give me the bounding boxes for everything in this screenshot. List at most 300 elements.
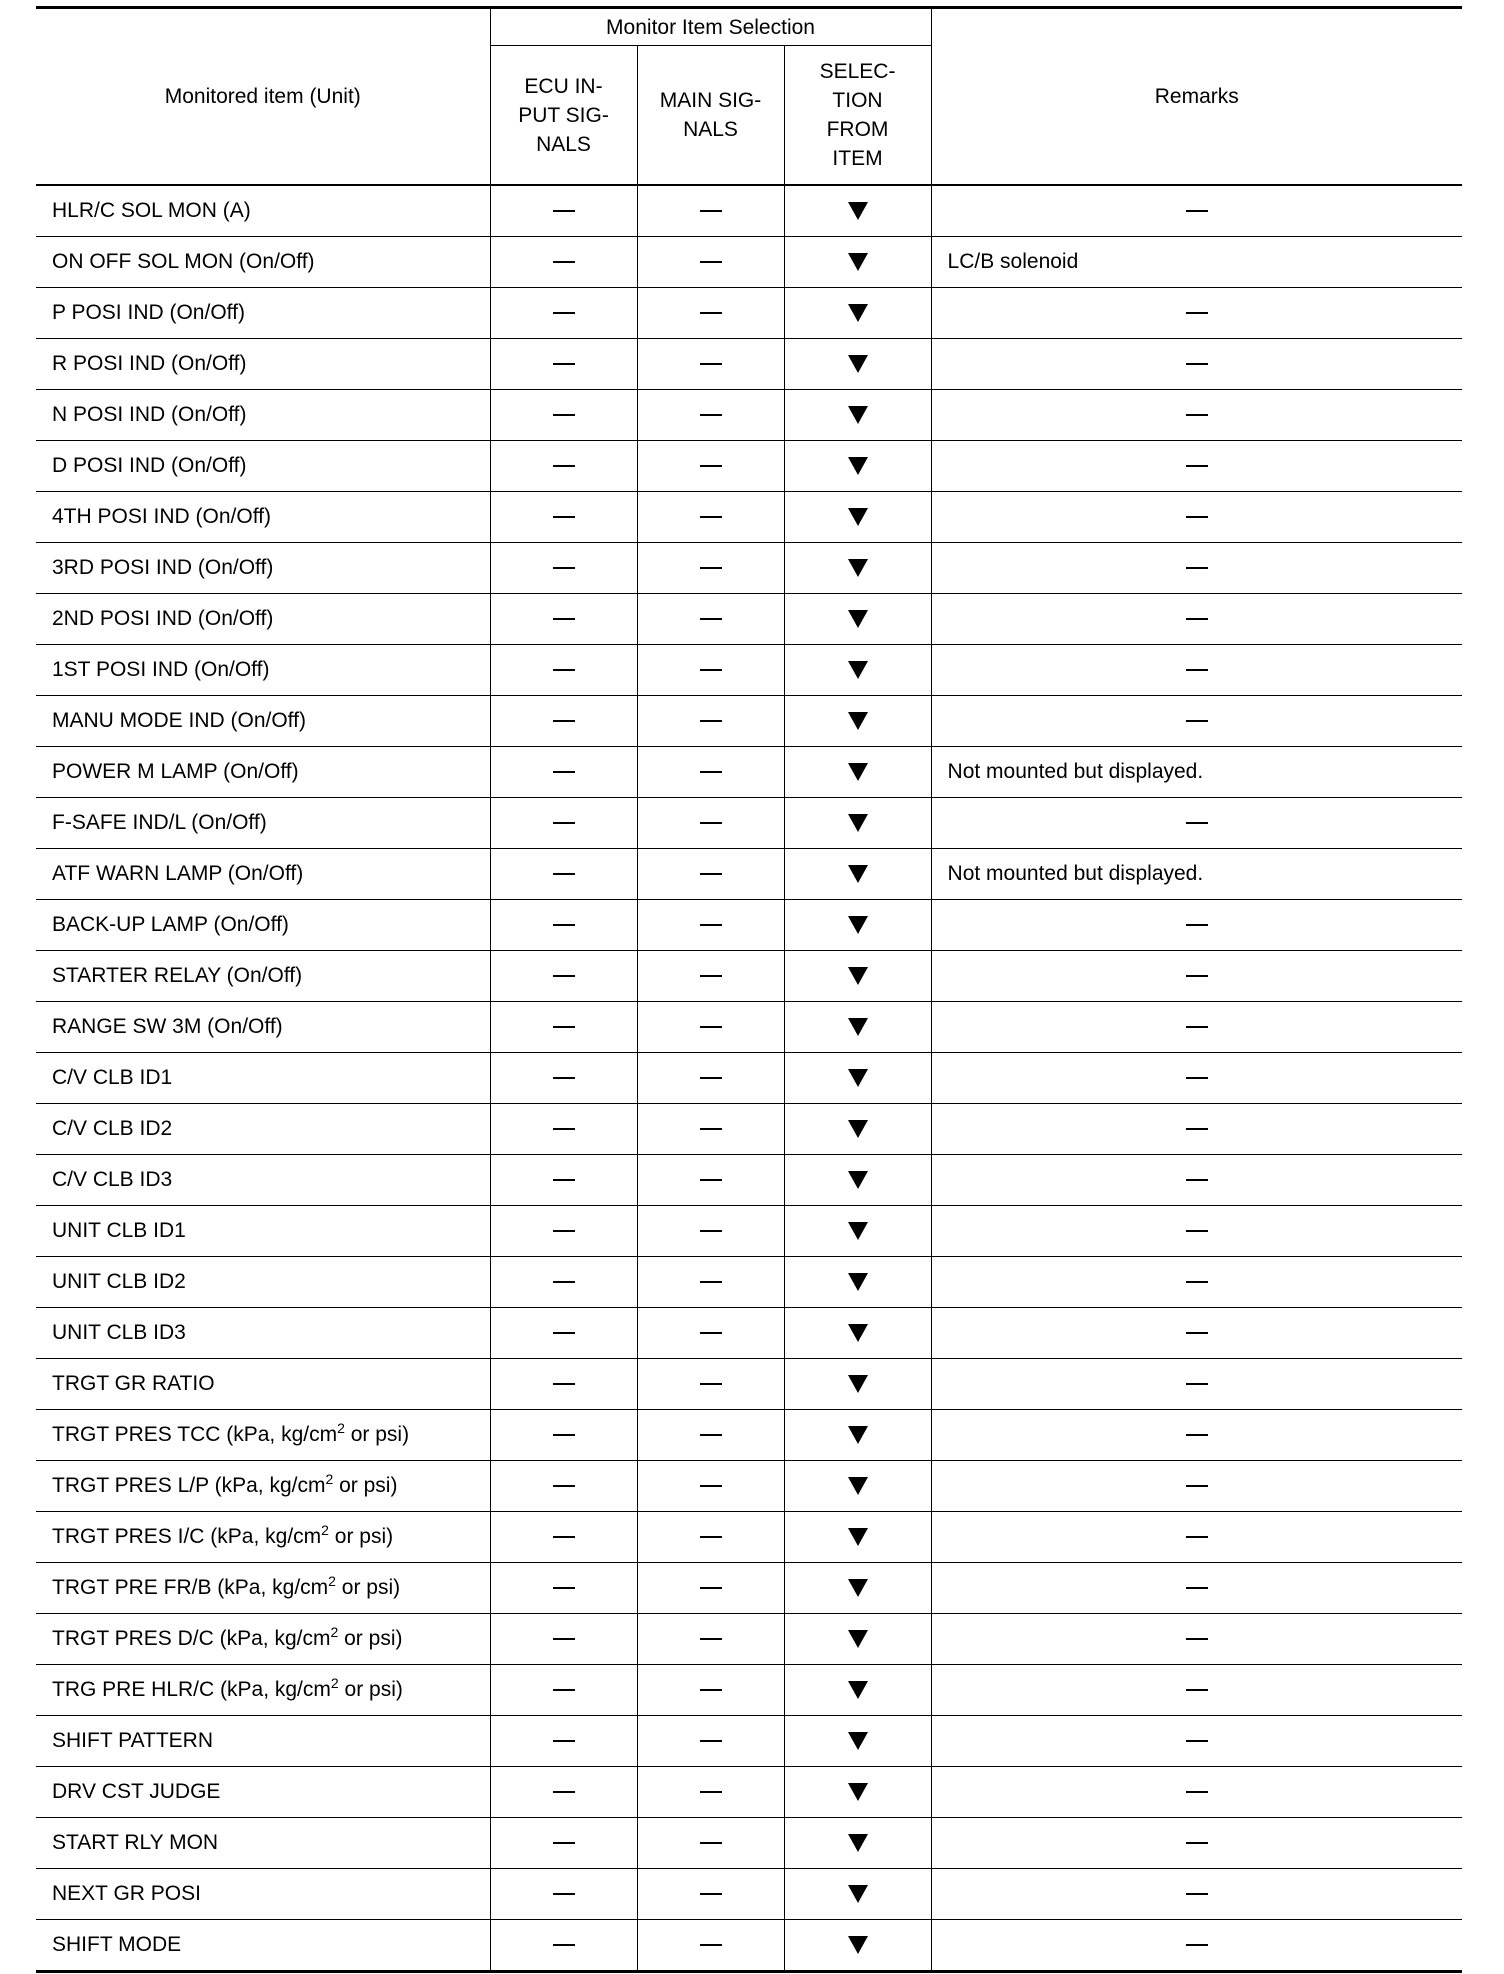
dash-icon	[1186, 1434, 1208, 1436]
ecu-input-cell	[490, 1767, 637, 1818]
dash-icon	[700, 1842, 722, 1844]
selection-cell	[784, 1410, 931, 1461]
dash-icon	[700, 1179, 722, 1181]
dash-icon	[700, 771, 722, 773]
dash-icon	[700, 1077, 722, 1079]
selection-cell	[784, 1869, 931, 1920]
table-row	[36, 1104, 1462, 1155]
selected-triangle-icon	[848, 712, 868, 730]
selected-triangle-icon	[848, 1936, 868, 1954]
ecu-input-cell	[490, 441, 637, 492]
dash-icon	[1186, 1587, 1208, 1589]
selected-triangle-icon	[848, 406, 868, 424]
dash-icon	[1186, 1791, 1208, 1793]
remarks-cell	[931, 900, 1462, 951]
dash-icon	[1186, 720, 1208, 722]
ecu-input-cell	[490, 1359, 637, 1410]
table-row	[36, 1002, 1462, 1053]
monitored-item-cell: 3RD POSI IND (On/Off)	[36, 543, 490, 594]
remarks-cell	[931, 1512, 1462, 1563]
selected-triangle-icon	[848, 457, 868, 475]
ecu-input-cell	[490, 339, 637, 390]
dash-icon	[553, 363, 575, 365]
dash-icon	[700, 465, 722, 467]
dash-icon	[1186, 1740, 1208, 1742]
ecu-input-cell	[490, 390, 637, 441]
table-row	[36, 1308, 1462, 1359]
dash-icon	[700, 363, 722, 365]
selected-triangle-icon	[848, 253, 868, 271]
table-row	[36, 1206, 1462, 1257]
selection-cell	[784, 441, 931, 492]
dash-icon	[553, 720, 575, 722]
selection-cell	[784, 1359, 931, 1410]
remarks-cell	[931, 1767, 1462, 1818]
main-signals-cell	[637, 1716, 784, 1767]
dash-icon	[1186, 414, 1208, 416]
table-row	[36, 1767, 1462, 1818]
ecu-input-cell	[490, 1155, 637, 1206]
selection-cell	[784, 237, 931, 288]
header-monitor-item-selection: Monitor Item Selection	[490, 8, 931, 46]
dash-icon	[700, 1689, 722, 1691]
selection-cell	[784, 1512, 931, 1563]
selected-triangle-icon	[848, 1732, 868, 1750]
remarks-cell	[931, 645, 1462, 696]
main-signals-cell	[637, 1053, 784, 1104]
selected-triangle-icon	[848, 1579, 868, 1597]
dash-icon	[553, 771, 575, 773]
remarks-cell	[931, 1410, 1462, 1461]
selection-cell	[784, 645, 931, 696]
remarks-cell	[931, 1053, 1462, 1104]
dash-icon	[553, 1281, 575, 1283]
dash-icon	[1186, 1689, 1208, 1691]
selected-triangle-icon	[848, 202, 868, 220]
ecu-input-cell	[490, 1461, 637, 1512]
dash-icon	[1186, 1332, 1208, 1334]
main-signals-cell	[637, 900, 784, 951]
monitored-item-cell: ATF WARN LAMP (On/Off)	[36, 849, 490, 900]
dash-icon	[1186, 1383, 1208, 1385]
dash-icon	[700, 312, 722, 314]
remarks-cell	[931, 1869, 1462, 1920]
dash-icon	[700, 567, 722, 569]
selected-triangle-icon	[848, 916, 868, 934]
dash-icon	[700, 1740, 722, 1742]
monitored-item-cell: UNIT CLB ID1	[36, 1206, 490, 1257]
ecu-input-cell	[490, 1920, 637, 1972]
dash-icon	[700, 414, 722, 416]
main-signals-cell	[637, 798, 784, 849]
dash-icon	[553, 516, 575, 518]
table-row	[36, 900, 1462, 951]
dash-icon	[553, 1077, 575, 1079]
remarks-cell	[931, 798, 1462, 849]
monitored-item-cell: SHIFT PATTERN	[36, 1716, 490, 1767]
ecu-input-cell	[490, 1512, 637, 1563]
remarks-cell	[931, 1359, 1462, 1410]
dash-icon	[553, 1587, 575, 1589]
dash-icon	[1186, 465, 1208, 467]
ecu-input-cell	[490, 1716, 637, 1767]
remarks-cell	[931, 1461, 1462, 1512]
dash-icon	[553, 1383, 575, 1385]
dash-icon	[553, 1740, 575, 1742]
monitored-item-cell: POWER M LAMP (On/Off)	[36, 747, 490, 798]
ecu-input-cell	[490, 1665, 637, 1716]
selected-triangle-icon	[848, 1834, 868, 1852]
selected-triangle-icon	[848, 355, 868, 373]
remarks-cell	[931, 1614, 1462, 1665]
monitored-item-cell: DRV CST JUDGE	[36, 1767, 490, 1818]
main-signals-cell	[637, 339, 784, 390]
ecu-input-cell	[490, 288, 637, 339]
table-row	[36, 1053, 1462, 1104]
remarks-cell	[931, 696, 1462, 747]
monitored-item-cell: STARTER RELAY (On/Off)	[36, 951, 490, 1002]
dash-icon	[1186, 1230, 1208, 1232]
dash-icon	[1186, 1128, 1208, 1130]
main-signals-cell	[637, 492, 784, 543]
selected-triangle-icon	[848, 1120, 868, 1138]
dash-icon	[553, 567, 575, 569]
table-row	[36, 1869, 1462, 1920]
monitored-item-cell: 2ND POSI IND (On/Off)	[36, 594, 490, 645]
remarks-cell	[931, 390, 1462, 441]
main-signals-cell	[637, 1257, 784, 1308]
dash-icon	[700, 1281, 722, 1283]
selection-cell	[784, 339, 931, 390]
selected-triangle-icon	[848, 1630, 868, 1648]
ecu-input-cell	[490, 185, 637, 237]
table-row	[36, 849, 1462, 900]
dash-icon	[553, 1638, 575, 1640]
monitored-item-cell: MANU MODE IND (On/Off)	[36, 696, 490, 747]
table-row	[36, 1665, 1462, 1716]
table-row	[36, 696, 1462, 747]
main-signals-cell	[637, 849, 784, 900]
remarks-cell	[931, 1716, 1462, 1767]
selected-triangle-icon	[848, 1477, 868, 1495]
remarks-cell	[931, 185, 1462, 237]
table-row	[36, 237, 1462, 288]
selected-triangle-icon	[848, 967, 868, 985]
table-row	[36, 1818, 1462, 1869]
table-row	[36, 1716, 1462, 1767]
dash-icon	[1186, 1944, 1208, 1946]
ecu-input-cell	[490, 747, 637, 798]
main-signals-cell	[637, 1818, 784, 1869]
table-header	[36, 8, 1462, 186]
remarks-cell	[931, 1818, 1462, 1869]
ecu-input-cell	[490, 1410, 637, 1461]
monitored-item-cell: RANGE SW 3M (On/Off)	[36, 1002, 490, 1053]
ecu-input-cell	[490, 1002, 637, 1053]
dash-icon	[700, 1638, 722, 1640]
remarks-cell	[931, 594, 1462, 645]
main-signals-cell	[637, 1563, 784, 1614]
remarks-cell	[931, 1155, 1462, 1206]
selected-triangle-icon	[848, 1222, 868, 1240]
selected-triangle-icon	[848, 763, 868, 781]
monitored-item-cell: START RLY MON	[36, 1818, 490, 1869]
ecu-input-cell	[490, 1563, 637, 1614]
table-row	[36, 645, 1462, 696]
table-row	[36, 441, 1462, 492]
selected-triangle-icon	[848, 508, 868, 526]
remarks-cell	[931, 1257, 1462, 1308]
dash-icon	[700, 1332, 722, 1334]
main-signals-cell	[637, 237, 784, 288]
main-signals-cell	[637, 1002, 784, 1053]
remarks-cell	[931, 1206, 1462, 1257]
monitored-item-cell: SHIFT MODE	[36, 1920, 490, 1972]
dash-icon	[1186, 516, 1208, 518]
ecu-input-cell	[490, 1206, 637, 1257]
dash-icon	[1186, 1536, 1208, 1538]
dash-icon	[1186, 975, 1208, 977]
monitored-item-cell: 1ST POSI IND (On/Off)	[36, 645, 490, 696]
monitor-item-table	[36, 6, 1462, 1973]
remarks-cell: Not mounted but displayed.	[931, 849, 1462, 900]
table-row	[36, 1512, 1462, 1563]
dash-icon	[1186, 1077, 1208, 1079]
main-signals-cell	[637, 594, 784, 645]
remarks-cell	[931, 1920, 1462, 1972]
selection-cell	[784, 594, 931, 645]
selection-cell	[784, 696, 931, 747]
dash-icon	[700, 1128, 722, 1130]
main-signals-cell	[637, 1104, 784, 1155]
monitored-item-cell: F-SAFE IND/L (On/Off)	[36, 798, 490, 849]
selection-cell	[784, 1461, 931, 1512]
table-row	[36, 288, 1462, 339]
selected-triangle-icon	[848, 1783, 868, 1801]
ecu-input-cell	[490, 645, 637, 696]
remarks-cell	[931, 1308, 1462, 1359]
dash-icon	[553, 1944, 575, 1946]
dash-icon	[700, 516, 722, 518]
remarks-cell	[931, 339, 1462, 390]
main-signals-cell	[637, 951, 784, 1002]
ecu-input-cell	[490, 1104, 637, 1155]
remarks-cell	[931, 1002, 1462, 1053]
main-signals-cell	[637, 185, 784, 237]
table-row	[36, 1614, 1462, 1665]
dash-icon	[553, 1893, 575, 1895]
selection-cell	[784, 1002, 931, 1053]
main-signals-cell	[637, 1665, 784, 1716]
monitored-item-cell: N POSI IND (On/Off)	[36, 390, 490, 441]
ecu-input-cell	[490, 1614, 637, 1665]
selection-cell	[784, 1053, 931, 1104]
dash-icon	[553, 261, 575, 263]
selected-triangle-icon	[848, 865, 868, 883]
dash-icon	[700, 873, 722, 875]
selected-triangle-icon	[848, 610, 868, 628]
dash-icon	[700, 1026, 722, 1028]
main-signals-cell	[637, 1308, 784, 1359]
dash-icon	[700, 1230, 722, 1232]
table-row	[36, 543, 1462, 594]
ecu-input-cell	[490, 543, 637, 594]
selection-cell	[784, 390, 931, 441]
main-signals-cell	[637, 390, 784, 441]
main-signals-cell	[637, 1920, 784, 1972]
header-selection-from-item: SELEC- TION FROM ITEM	[784, 46, 931, 186]
ecu-input-cell	[490, 594, 637, 645]
main-signals-cell	[637, 288, 784, 339]
dash-icon	[700, 1587, 722, 1589]
remarks-cell	[931, 1665, 1462, 1716]
monitored-item-cell: TRG PRE HLR/C (kPa, $kg/cm^2$ or psi)	[36, 1665, 490, 1716]
dash-icon	[700, 924, 722, 926]
table-row	[36, 185, 1462, 237]
table-row	[36, 594, 1462, 645]
monitored-item-cell: C/V CLB ID2	[36, 1104, 490, 1155]
table-row	[36, 1359, 1462, 1410]
dash-icon	[553, 1791, 575, 1793]
header-monitored-item: Monitored item (Unit)	[36, 8, 490, 186]
selected-triangle-icon	[848, 661, 868, 679]
dash-icon	[553, 1128, 575, 1130]
header-remarks: Remarks	[931, 8, 1462, 186]
selection-cell	[784, 900, 931, 951]
monitored-item-cell: C/V CLB ID1	[36, 1053, 490, 1104]
ecu-input-cell	[490, 237, 637, 288]
table-row	[36, 492, 1462, 543]
remarks-cell	[931, 543, 1462, 594]
monitored-item-cell: TRGT PRES I/C (kPa, $kg/cm^2$ or psi)	[36, 1512, 490, 1563]
selected-triangle-icon	[848, 814, 868, 832]
selected-triangle-icon	[848, 1885, 868, 1903]
selected-triangle-icon	[848, 1069, 868, 1087]
dash-icon	[1186, 618, 1208, 620]
selected-triangle-icon	[848, 1528, 868, 1546]
monitored-item-cell: TRGT PRES D/C (kPa, $kg/cm^2$ or psi)	[36, 1614, 490, 1665]
selected-triangle-icon	[848, 1018, 868, 1036]
dash-icon	[700, 975, 722, 977]
table-row	[36, 1461, 1462, 1512]
dash-icon	[1186, 312, 1208, 314]
dash-icon	[553, 312, 575, 314]
selection-cell	[784, 1716, 931, 1767]
selection-cell	[784, 1767, 931, 1818]
dash-icon	[700, 210, 722, 212]
selection-cell	[784, 1614, 931, 1665]
header-main-signals: MAIN SIG- NALS	[637, 46, 784, 186]
selection-cell	[784, 1104, 931, 1155]
monitored-item-cell: TRGT PRES L/P (kPa, $kg/cm^2$ or psi)	[36, 1461, 490, 1512]
dash-icon	[700, 1536, 722, 1538]
dash-icon	[553, 975, 575, 977]
dash-icon	[700, 720, 722, 722]
monitored-item-cell: D POSI IND (On/Off)	[36, 441, 490, 492]
table-row	[36, 1410, 1462, 1461]
main-signals-cell	[637, 645, 784, 696]
dash-icon	[553, 1689, 575, 1691]
table-row	[36, 1155, 1462, 1206]
remarks-cell: Not mounted but displayed.	[931, 747, 1462, 798]
selection-cell	[784, 492, 931, 543]
dash-icon	[1186, 1281, 1208, 1283]
monitored-item-cell: R POSI IND (On/Off)	[36, 339, 490, 390]
dash-icon	[1186, 1179, 1208, 1181]
main-signals-cell	[637, 1155, 784, 1206]
dash-icon	[553, 465, 575, 467]
selection-cell	[784, 1563, 931, 1614]
dash-icon	[553, 1179, 575, 1181]
dash-icon	[1186, 567, 1208, 569]
dash-icon	[553, 1434, 575, 1436]
dash-icon	[1186, 1842, 1208, 1844]
main-signals-cell	[637, 1359, 784, 1410]
selection-cell	[784, 1920, 931, 1972]
dash-icon	[700, 1791, 722, 1793]
selection-cell	[784, 185, 931, 237]
dash-icon	[700, 822, 722, 824]
table-row	[36, 798, 1462, 849]
dash-icon	[700, 1383, 722, 1385]
monitored-item-cell: HLR/C SOL MON (A)	[36, 185, 490, 237]
dash-icon	[553, 1485, 575, 1487]
main-signals-cell	[637, 1410, 784, 1461]
selection-cell	[784, 1206, 931, 1257]
dash-icon	[700, 1944, 722, 1946]
monitored-item-cell: UNIT CLB ID2	[36, 1257, 490, 1308]
table-row	[36, 951, 1462, 1002]
selected-triangle-icon	[848, 1171, 868, 1189]
dash-icon	[553, 1842, 575, 1844]
ecu-input-cell	[490, 900, 637, 951]
table-row	[36, 1920, 1462, 1972]
dash-icon	[1186, 210, 1208, 212]
table-row	[36, 339, 1462, 390]
dash-icon	[1186, 669, 1208, 671]
table-row	[36, 747, 1462, 798]
monitored-item-cell: C/V CLB ID3	[36, 1155, 490, 1206]
dash-icon	[1186, 1638, 1208, 1640]
remarks-cell: LC/B solenoid	[931, 237, 1462, 288]
monitored-item-cell: TRGT GR RATIO	[36, 1359, 490, 1410]
selected-triangle-icon	[848, 1426, 868, 1444]
selection-cell	[784, 1818, 931, 1869]
dash-icon	[553, 873, 575, 875]
ecu-input-cell	[490, 1818, 637, 1869]
ecu-input-cell	[490, 1869, 637, 1920]
selection-cell	[784, 1308, 931, 1359]
selection-cell	[784, 747, 931, 798]
table-row	[36, 1563, 1462, 1614]
selected-triangle-icon	[848, 1375, 868, 1393]
main-signals-cell	[637, 1869, 784, 1920]
dash-icon	[553, 1026, 575, 1028]
main-signals-cell	[637, 1767, 784, 1818]
remarks-cell	[931, 951, 1462, 1002]
dash-icon	[1186, 1026, 1208, 1028]
ecu-input-cell	[490, 951, 637, 1002]
dash-icon	[1186, 822, 1208, 824]
dash-icon	[700, 261, 722, 263]
selected-triangle-icon	[848, 559, 868, 577]
dash-icon	[700, 669, 722, 671]
selected-triangle-icon	[848, 1681, 868, 1699]
table-body	[36, 185, 1462, 1972]
monitored-item-cell: TRGT PRES TCC (kPa, $kg/cm^2$ or psi)	[36, 1410, 490, 1461]
selection-cell	[784, 288, 931, 339]
selection-cell	[784, 1257, 931, 1308]
